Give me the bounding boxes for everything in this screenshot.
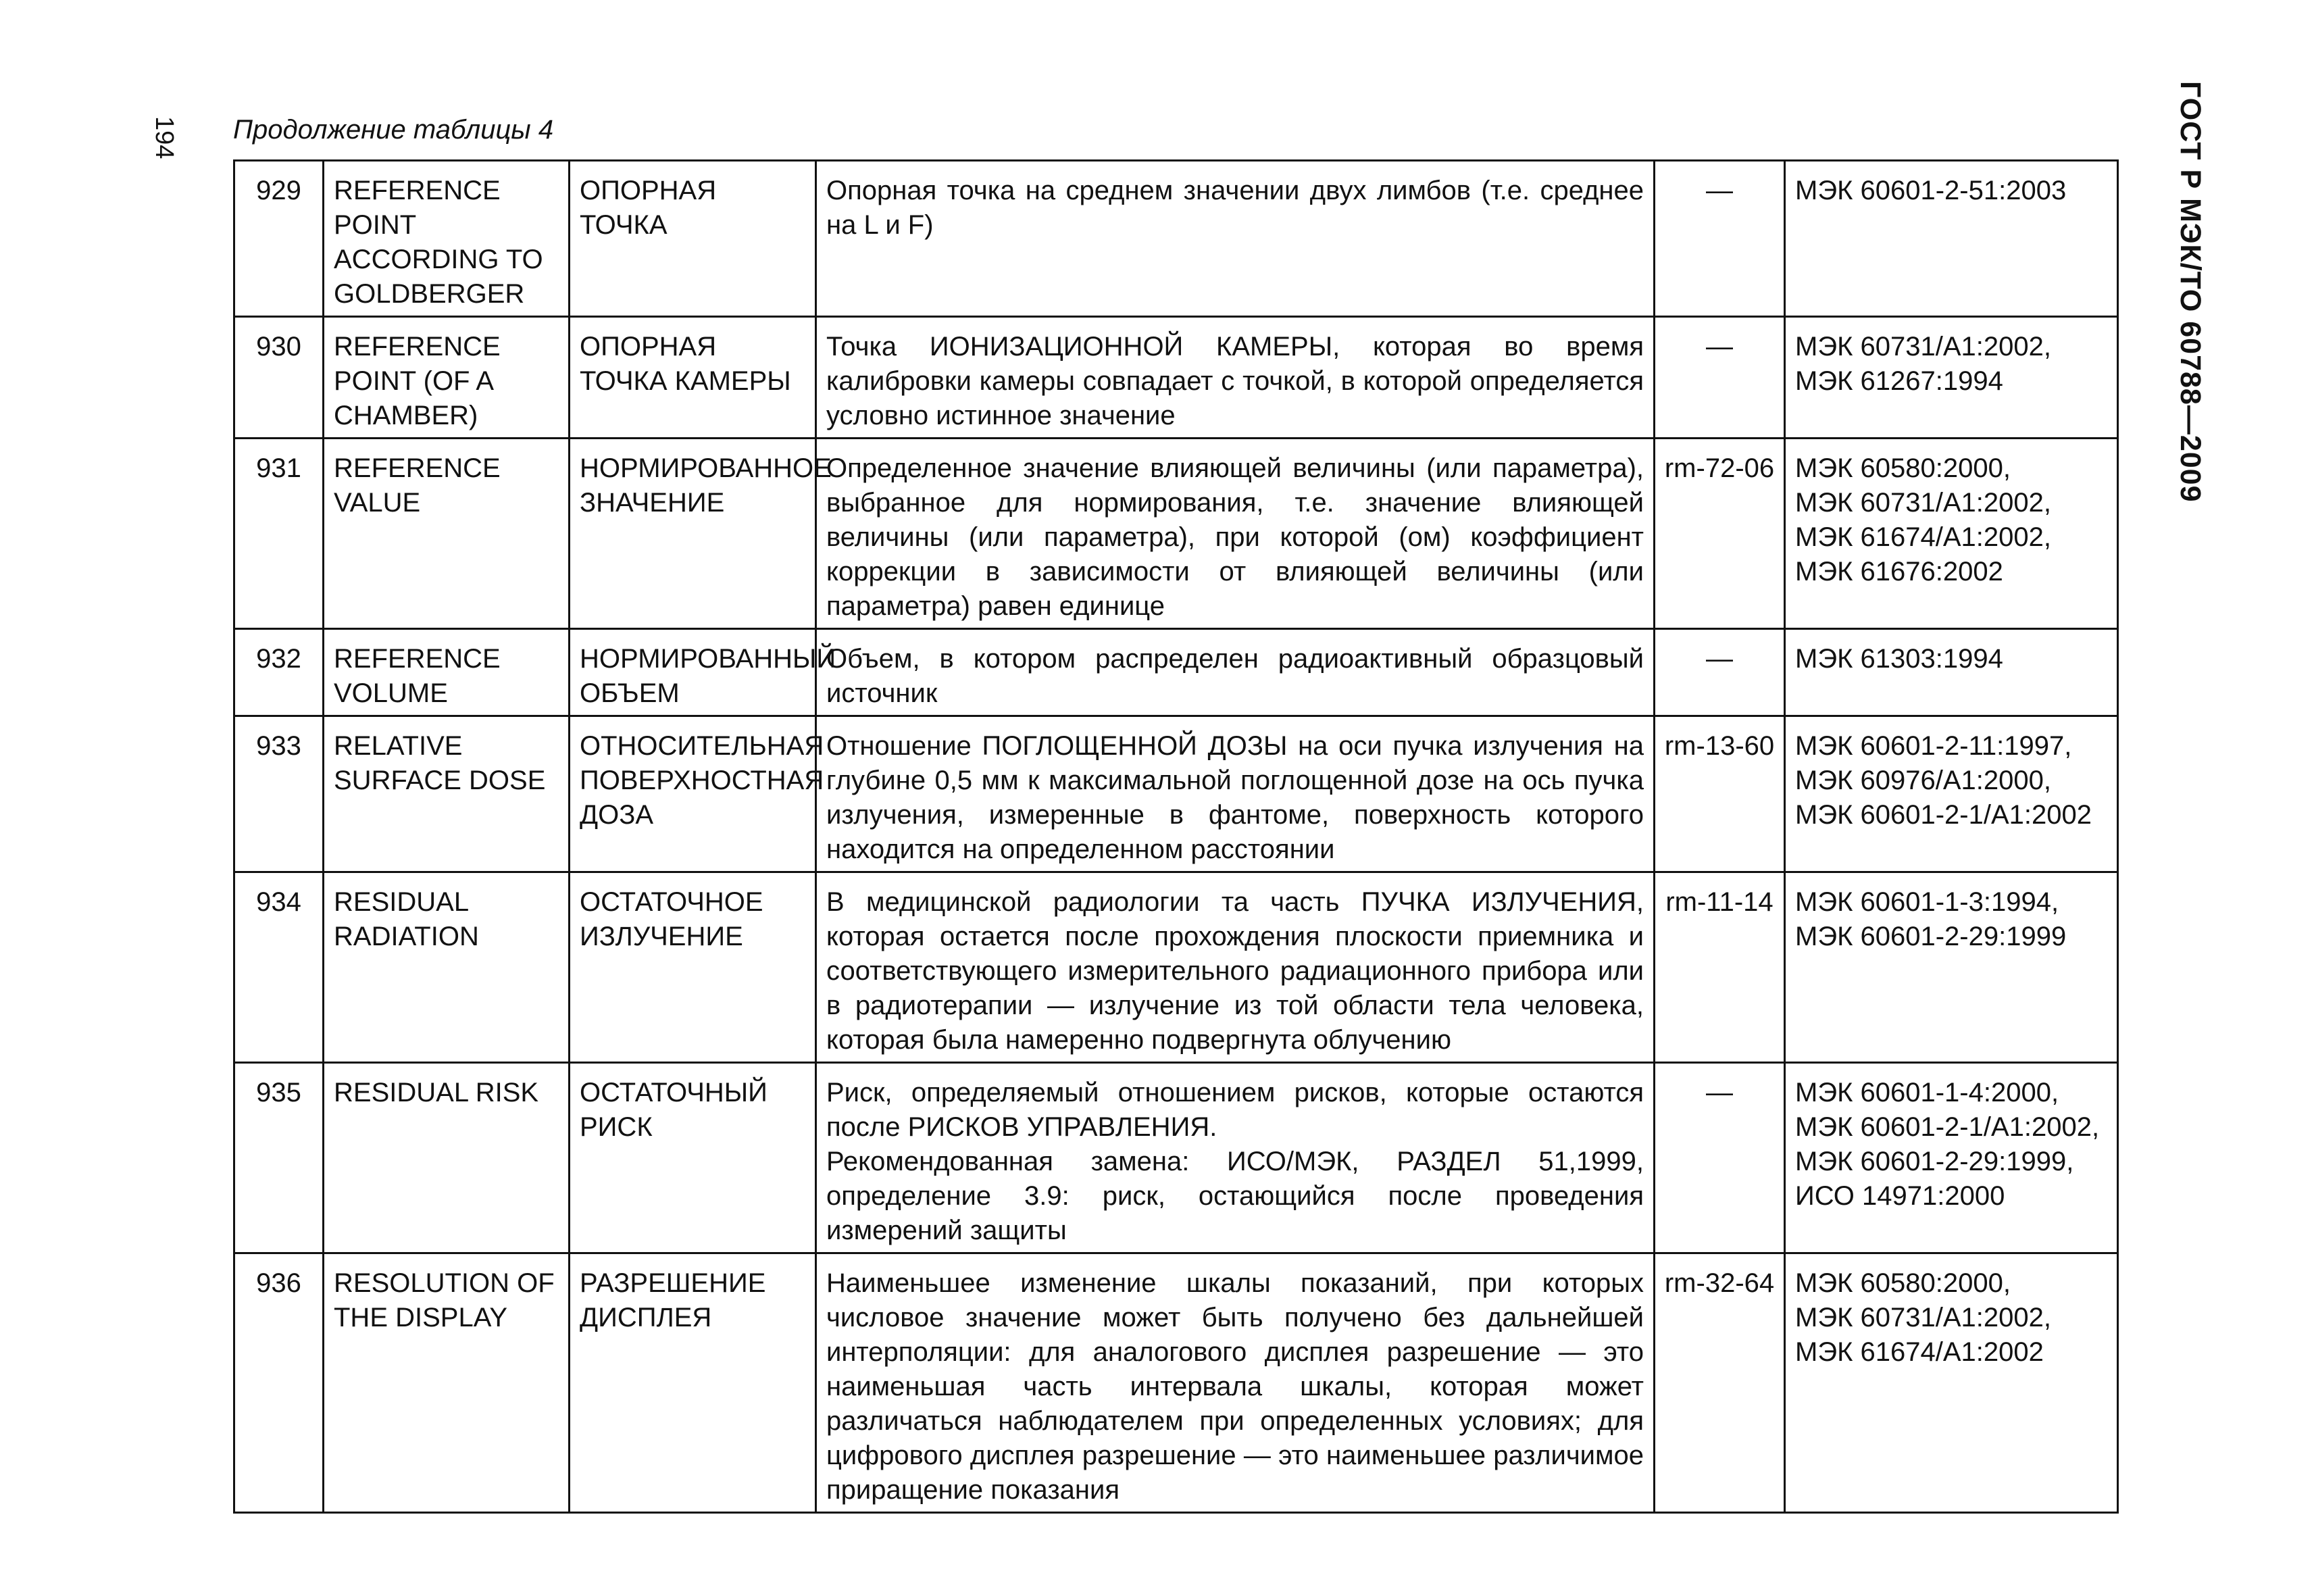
- reference-item: МЭК 60601-2-29:1999: [1795, 922, 2067, 951]
- term-russian: ОТНОСИТЕЛЬНАЯ ПОВЕРХНОСТНАЯ ДОЗА: [570, 716, 816, 872]
- term-number: 933: [234, 716, 324, 872]
- term-definition: [816, 1063, 1655, 1253]
- term-russian: РАЗРЕШЕНИЕ ДИСПЛЕЯ: [570, 1253, 816, 1513]
- reference-item: МЭК 60601-1-3:1994,: [1795, 887, 2059, 917]
- term-definition: [816, 439, 1655, 629]
- reference-item: МЭК 60601-2-11:1997,: [1795, 731, 2072, 761]
- term-references: [1785, 1063, 2118, 1253]
- term-russian: ОСТАТОЧНОЕ ИЗЛУЧЕНИЕ: [570, 872, 816, 1063]
- table-row: [234, 161, 2118, 317]
- term-number: 932: [234, 629, 324, 716]
- term-code: —: [1655, 1063, 1785, 1253]
- reference-item: МЭК 60731/А1:2002,: [1795, 1303, 2051, 1332]
- term-russian: НОРМИРОВАННЫЙ ОБЪЕМ: [570, 629, 816, 716]
- reference-item: МЭК 61303:1994: [1795, 644, 2003, 674]
- reference-item: МЭК 60976/А1:2000,: [1795, 766, 2051, 795]
- definition-text: Опорная точка на среднем значении двух лимбов (т.е. среднее на L и F): [826, 176, 1644, 240]
- reference-item: МЭК 60601-2-51:2003: [1795, 176, 2067, 205]
- reference-item: ИСО 14971:2000: [1795, 1181, 2005, 1211]
- term-number: 929: [234, 161, 324, 317]
- definition-note: Рекомендованная замена: ИСО/МЭК, РАЗДЕЛ 51,1999, определение 3.9: риск, остающийся после проведения измерений защиты: [826, 1147, 1644, 1245]
- definition-text: Отношение ПОГЛОЩЕННОЙ ДОЗЫ на оси пучка излучения на глубине 0,5 мм к максимальной поглощенной дозе на ось пучка излучения, измеренные в фантоме, поверхность которого находится на определенном расстоянии: [826, 731, 1644, 864]
- term-russian: ОПОРНАЯ ТОЧКА КАМЕРЫ: [570, 317, 816, 439]
- definition-text: Наименьшее изменение шкалы показаний, при которых числовое значение может быть получено без дальнейшей интерполяции: для аналогового дисплея разрешение — это наименьшая часть интервала шкалы, которая может различаться наблюдателем при определенных условиях; для цифрового дисплея разрешение — это наименьшее различимое приращение показания: [826, 1268, 1644, 1505]
- term-english: RELATIVE SURFACE DOSE: [324, 716, 570, 872]
- term-code: rm-32-64: [1655, 1253, 1785, 1513]
- term-references: [1785, 872, 2118, 1063]
- table-row: [234, 629, 2118, 716]
- term-english: REFERENCE POINT (OF A CHAMBER): [324, 317, 570, 439]
- reference-item: МЭК 61676:2002: [1795, 557, 2003, 587]
- table-row: [234, 716, 2118, 872]
- term-russian: НОРМИРОВАННОЕ ЗНАЧЕНИЕ: [570, 439, 816, 629]
- term-references: [1785, 317, 2118, 439]
- term-references: [1785, 1253, 2118, 1513]
- term-number: 936: [234, 1253, 324, 1513]
- term-definition: [816, 716, 1655, 872]
- page-number: 194: [150, 116, 178, 159]
- reference-item: МЭК 61267:1994: [1795, 366, 2003, 396]
- term-code: —: [1655, 317, 1785, 439]
- term-russian: ОСТАТОЧНЫЙ РИСК: [570, 1063, 816, 1253]
- term-definition: [816, 1253, 1655, 1513]
- term-number: 930: [234, 317, 324, 439]
- definition-text: Точка ИОНИЗАЦИОННОЙ КАМЕРЫ, которая во время калибровки камеры совпадает с точкой, в которой определяется условно истинное значение: [826, 332, 1644, 430]
- term-english: REFERENCE POINT ACCORDING TO GOLDBERGER: [324, 161, 570, 317]
- reference-item: МЭК 61674/А1:2002: [1795, 1337, 2044, 1367]
- term-english: RESIDUAL RADIATION: [324, 872, 570, 1063]
- reference-item: МЭК 60601-2-1/А1:2002: [1795, 800, 2092, 830]
- document-title: ГОСТ Р МЭК/ТО 60788—2009: [2174, 81, 2207, 503]
- term-code: —: [1655, 629, 1785, 716]
- reference-item: МЭК 60731/А1:2002,: [1795, 488, 2051, 518]
- term-english: RESOLUTION OF THE DISPLAY: [324, 1253, 570, 1513]
- definition-text: Объем, в котором распределен радиоактивный образцовый источник: [826, 644, 1644, 708]
- term-number: 931: [234, 439, 324, 629]
- reference-item: МЭК 60731/А1:2002,: [1795, 332, 2051, 361]
- reference-item: МЭК 60601-2-29:1999,: [1795, 1147, 2074, 1176]
- term-number: 934: [234, 872, 324, 1063]
- term-number: 935: [234, 1063, 324, 1253]
- term-references: [1785, 161, 2118, 317]
- table-caption: Продолжение таблицы 4: [233, 115, 554, 145]
- reference-item: МЭК 60580:2000,: [1795, 1268, 2011, 1298]
- term-references: [1785, 439, 2118, 629]
- table-row: [234, 317, 2118, 439]
- definition-text: Риск, определяемый отношением рисков, которые остаются после РИСКОВ УПРАВЛЕНИЯ.: [826, 1078, 1644, 1142]
- definition-text: В медицинской радиологии та часть ПУЧКА ИЗЛУЧЕНИЯ, которая остается после прохождения плоскости приемника и соответствующего измерительного радиационного прибора или в радиотерапии — излучение из той области тела человека, которая была намеренно подвергнута облучению: [826, 887, 1644, 1055]
- reference-item: МЭК 60580:2000,: [1795, 453, 2011, 483]
- term-definition: [816, 317, 1655, 439]
- table-row: [234, 1253, 2118, 1513]
- term-definition: [816, 161, 1655, 317]
- table-body: [234, 161, 2118, 1513]
- reference-item: МЭК 60601-2-1/А1:2002,: [1795, 1112, 2100, 1142]
- term-code: rm-11-14: [1655, 872, 1785, 1063]
- table-row: [234, 1063, 2118, 1253]
- term-code: rm-72-06: [1655, 439, 1785, 629]
- term-references: [1785, 716, 2118, 872]
- term-definition: [816, 629, 1655, 716]
- term-english: REFERENCE VOLUME: [324, 629, 570, 716]
- term-code: rm-13-60: [1655, 716, 1785, 872]
- reference-item: МЭК 61674/А1:2002,: [1795, 522, 2051, 552]
- term-definition: [816, 872, 1655, 1063]
- definition-text: Определенное значение влияющей величины (или параметра), выбранное для нормирования, т.е. значение влияющей величины (или параметра), при которой (ом) коэффициент коррекции в зависимости от влияющей величины (или параметра) равен единице: [826, 453, 1644, 621]
- term-english: REFERENCE VALUE: [324, 439, 570, 629]
- terms-table: [233, 159, 2119, 1514]
- reference-item: МЭК 60601-1-4:2000,: [1795, 1078, 2059, 1107]
- term-references: [1785, 629, 2118, 716]
- table-row: [234, 439, 2118, 629]
- term-code: —: [1655, 161, 1785, 317]
- table-row: [234, 872, 2118, 1063]
- term-english: RESIDUAL RISK: [324, 1063, 570, 1253]
- term-russian: ОПОРНАЯ ТОЧКА: [570, 161, 816, 317]
